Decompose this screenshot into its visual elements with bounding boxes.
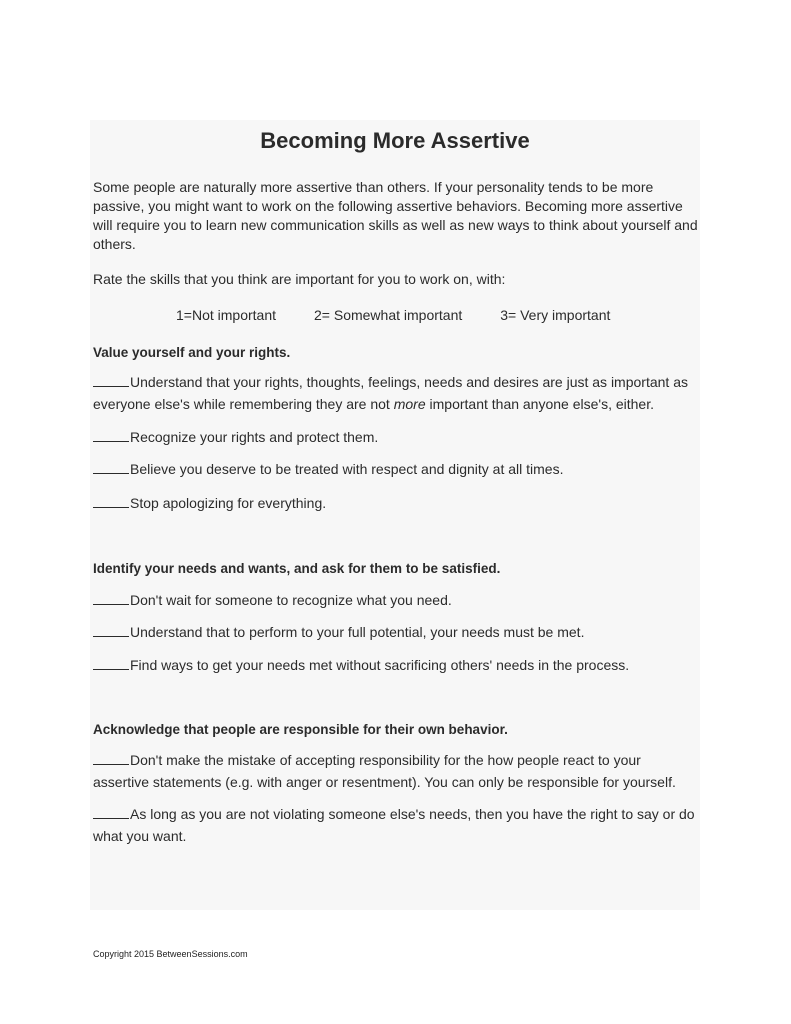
checklist-item: Understand that to perform to your full potential, your needs must be met. <box>93 621 698 643</box>
rating-blank[interactable] <box>93 622 129 637</box>
checklist-item: Understand that your rights, thoughts, feelings, needs and desires are just as important as everyone else's while remembering they are not more important than anyone else's, either. <box>93 374 688 412</box>
rating-blank[interactable] <box>93 427 129 442</box>
scale-option-2: 2= Somewhat important <box>314 307 463 323</box>
checklist-item: Don't make the mistake of accepting responsibility for the how people react to your assertive statements (e.g. with anger or resentment). You can only be responsible for yourself. <box>93 752 676 790</box>
checklist-item: Don't wait for someone to recognize what you need. <box>93 589 698 611</box>
rating-blank[interactable] <box>93 804 129 819</box>
checklist-item: Believe you deserve to be treated with respect and dignity at all times. <box>93 458 698 480</box>
section-heading-value-yourself: Value yourself and your rights. <box>93 345 291 360</box>
rating-blank[interactable] <box>93 459 129 474</box>
page-title: Becoming More Assertive <box>260 128 530 153</box>
checklist-item: Stop apologizing for everything. <box>93 492 698 514</box>
intro-paragraph: Some people are naturally more assertive than others. If your personality tends to be more passive, you might want to work on the following assertive behaviors. Becoming more assertive will require you to learn new communication skills as well as new ways to think about yourself and others. <box>93 179 698 252</box>
instruction-paragraph: Rate the skills that you think are important for you to work on, with: <box>93 271 506 287</box>
rating-blank[interactable] <box>93 655 129 670</box>
checklist-item: As long as you are not violating someone else's needs, then you have the right to say or do what you want. <box>93 806 695 844</box>
rating-blank[interactable] <box>93 750 129 765</box>
checklist-item: Recognize your rights and protect them. <box>93 426 698 448</box>
rating-scale <box>176 307 636 323</box>
scale-option-1: 1=Not important <box>176 307 276 323</box>
rating-blank[interactable] <box>93 493 129 508</box>
section-heading-responsibility: Acknowledge that people are responsible for their own behavior. <box>93 722 508 737</box>
rating-blank[interactable] <box>93 372 129 387</box>
scale-option-3: 3= Very important <box>500 307 611 323</box>
rating-blank[interactable] <box>93 590 129 605</box>
checklist-item: Find ways to get your needs met without sacrificing others' needs in the process. <box>93 654 698 676</box>
section-heading-needs-and-wants: Identify your needs and wants, and ask for them to be satisfied. <box>93 561 501 576</box>
copyright-footer: Copyright 2015 BetweenSessions.com <box>93 949 248 959</box>
